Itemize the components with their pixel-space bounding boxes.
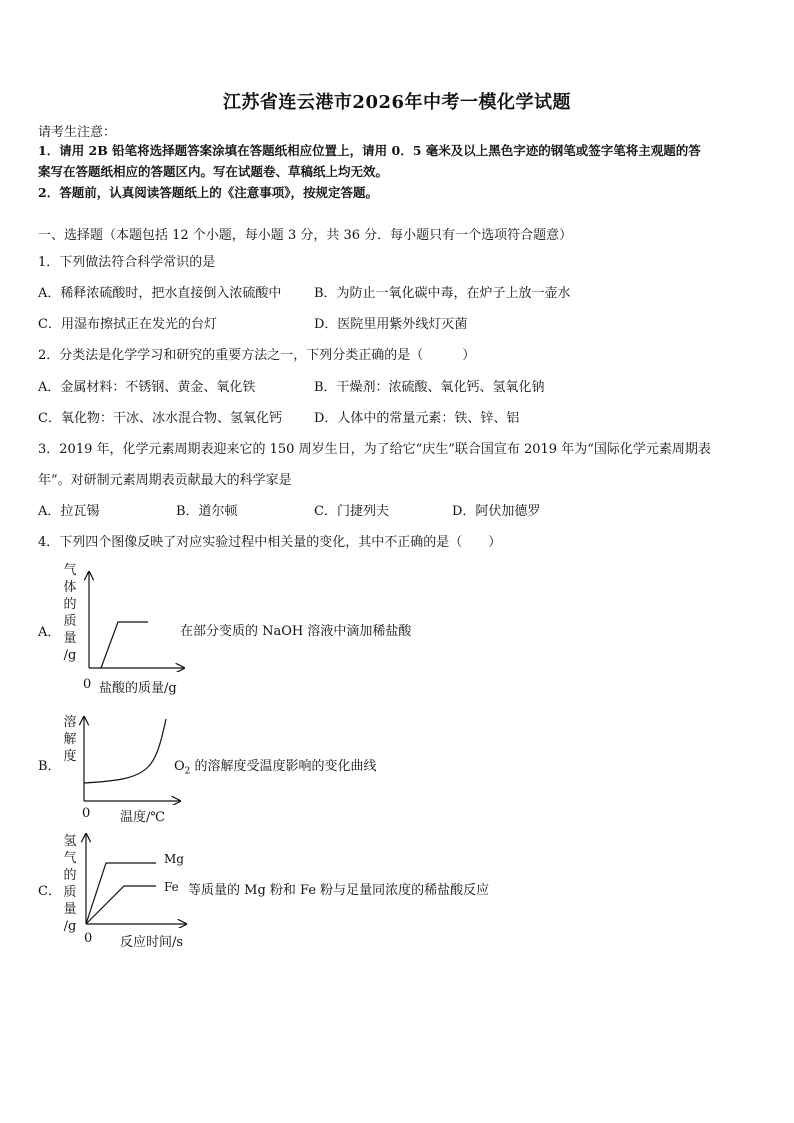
q4-graph-a-origin: 0 xyxy=(83,677,92,692)
q4-graph-b-ylabel-char: 溶 xyxy=(63,715,77,730)
q4-graph-c-fe-label: Fe xyxy=(164,880,179,894)
q4-graph-b-ylabel-char: 度 xyxy=(63,749,77,764)
q4-graph-c-ylabel-char: 氢 xyxy=(63,834,77,849)
q4-graph-c-ylabel-char: 量 xyxy=(63,902,77,917)
notice-heading: 请考生注意： xyxy=(38,125,117,140)
q4-graph-b-desc-prefix: O xyxy=(174,759,185,774)
q4-graph-c-origin: 0 xyxy=(84,931,93,946)
q1-option-b: B．为防止一氧化碳中毒，在炉子上放一壶水 xyxy=(314,286,571,301)
q4-graph-a-ylabel-char: 气 xyxy=(63,563,77,578)
section-1-header: 一、选择题（本题包括 12 个小题，每小题 3 分，共 36 分．每小题只有一个选项符合题意） xyxy=(38,228,573,243)
q2-option-a: A．金属材料：不锈钢、黄金、氧化铁 xyxy=(38,380,256,395)
q3-option-b: B．道尔顿 xyxy=(176,504,238,519)
q2-option-d: D．人体中的常量元素：铁、锌、铝 xyxy=(314,411,520,426)
q3-option-a: A．拉瓦锡 xyxy=(38,504,100,519)
q4-graph-c-description: 等质量的 Mg 粉和 Fe 粉与足量同浓度的稀盐酸反应 xyxy=(188,883,490,898)
q3-stem-line-2: 年”。对研制元素周期表贡献最大的科学家是 xyxy=(38,473,292,488)
q4-graph-c-option: C． xyxy=(38,884,61,899)
q4-graph-c-mg-line xyxy=(86,863,156,924)
q4-graph-b xyxy=(76,713,186,805)
q4-graph-a-xlabel: 盐酸的质量/g xyxy=(99,681,177,696)
q4-graph-c-ylabel-char: 气 xyxy=(63,851,77,866)
q4-graph-a xyxy=(80,568,190,672)
notice-item-2: 2．答题前，认真阅读答题纸上的《注意事项》，按规定答题。 xyxy=(38,185,378,200)
q4-graph-a-description: 在部分变质的 NaOH 溶液中滴加稀盐酸 xyxy=(180,624,412,639)
q4-graph-a-option: A． xyxy=(38,625,61,640)
q1-option-c: C．用湿布擦拭正在发光的台灯 xyxy=(38,317,217,332)
q4-graph-a-ylabel xyxy=(62,562,78,664)
q4-graph-c-ylabel-char: 质 xyxy=(63,885,77,900)
q4-graph-b-option: B． xyxy=(38,759,61,774)
q4-graph-c-ylabel xyxy=(62,833,78,935)
page-title: 江苏省连云港市2026年中考一模化学试题 xyxy=(222,92,572,113)
q1-stem: 1．下列做法符合科学常识的是 xyxy=(38,255,216,270)
q4-graph-b-curve xyxy=(84,719,166,783)
q4-graph-c-ylabel-char: /g xyxy=(63,919,77,934)
q4-graph-b-origin: 0 xyxy=(82,806,91,821)
q1-option-d: D．医院里用紫外线灯灭菌 xyxy=(314,317,468,332)
q2-stem: 2．分类法是化学学习和研究的重要方法之一，下列分类正确的是（ ） xyxy=(38,348,476,363)
q4-graph-a-ylabel-char: 量 xyxy=(63,631,77,646)
q4-stem: 4．下列四个图像反映了对应实验过程中相关量的变化，其中不正确的是（ ） xyxy=(38,535,502,550)
q4-graph-b-description xyxy=(174,755,377,777)
q1-option-a: A．稀释浓硫酸时，把水直接倒入浓硫酸中 xyxy=(38,286,282,301)
q4-graph-c-xlabel: 反应时间/s xyxy=(120,935,184,950)
q4-graph-b-ylabel-char: 解 xyxy=(63,732,77,747)
q4-graph-a-curve xyxy=(101,622,148,668)
q4-graph-c-ylabel-char: 的 xyxy=(63,868,77,883)
q4-graph-b-desc-subscript: 2 xyxy=(184,766,191,777)
q4-graph-b-xlabel: 温度/℃ xyxy=(120,810,165,825)
notice-item-1-line-2: 案写在答题纸相应的答题区内。写在试题卷、草稿纸上均无效。 xyxy=(38,164,389,179)
q4-graph-c-mg-label: Mg xyxy=(164,852,184,866)
q4-graph-a-ylabel-char: 质 xyxy=(63,614,77,629)
q3-option-d: D．阿伏加德罗 xyxy=(452,504,541,519)
notice-item-1-line-1: 1．请用 2B 铅笔将选择题答案涂填在答题纸相应位置上，请用 0．5 毫米及以上黑色字迹的钢笔或签字笔将主观题的答 xyxy=(38,143,701,158)
q4-graph-a-ylabel-char: /g xyxy=(63,648,77,663)
q3-stem-line-1: 3．2019 年，化学元素周期表迎来它的 150 周岁生日，为了给它“庆生”联合国宣布 2019 年为“国际化学元素周期表 xyxy=(38,442,711,457)
q4-graph-a-ylabel-char: 的 xyxy=(63,597,77,612)
q2-option-c: C．氧化物：干冰、冰水混合物、氢氧化钙 xyxy=(38,411,282,426)
q4-graph-c xyxy=(80,830,192,928)
q2-option-b: B．干燥剂：浓硫酸、氧化钙、氢氧化钠 xyxy=(314,380,545,395)
q3-option-c: C．门捷列夫 xyxy=(314,504,389,519)
q4-graph-a-ylabel-char: 体 xyxy=(63,580,77,595)
q4-graph-b-desc-rest: 的溶解度受温度影响的变化曲线 xyxy=(190,759,377,774)
